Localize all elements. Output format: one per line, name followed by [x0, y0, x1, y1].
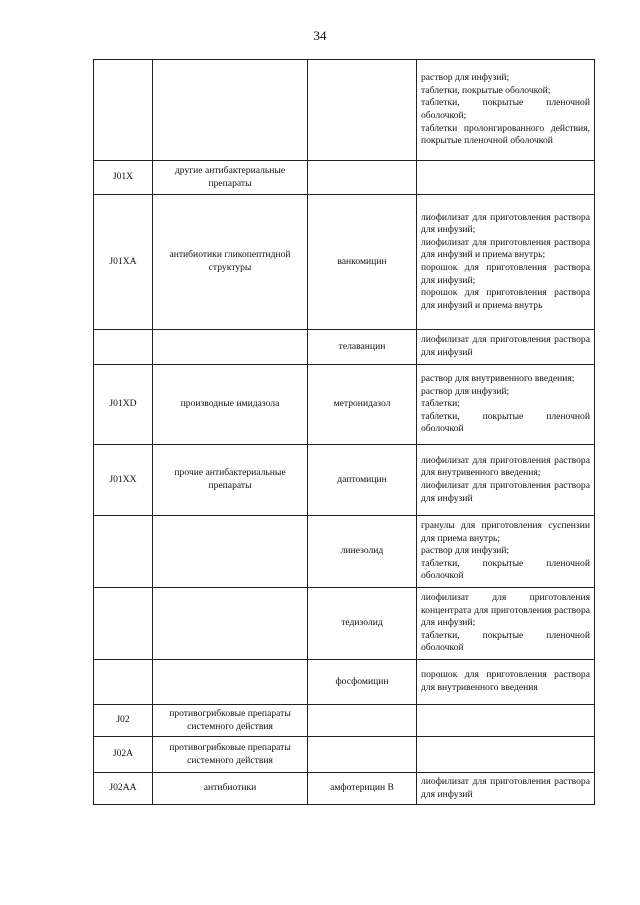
pharmacological-group-cell — [153, 60, 308, 161]
atc-code-cell: J01X — [94, 161, 153, 195]
dosage-form-item: таблетки, покрытые оболочкой; — [421, 84, 551, 96]
table-row — [94, 516, 595, 588]
atc-code-cell: J02 — [94, 705, 153, 737]
table-row — [94, 330, 595, 365]
drug-name-cell — [308, 737, 417, 773]
table-row — [94, 445, 595, 516]
atc-code-cell: J02AA — [94, 773, 153, 805]
table-row — [94, 773, 595, 805]
drug-name-cell: телаванцин — [308, 330, 417, 365]
table-row — [94, 195, 595, 330]
drug-name-cell — [308, 60, 417, 161]
table-row — [94, 705, 595, 737]
pharmacological-group-cell — [153, 588, 308, 660]
drug-table — [93, 59, 595, 805]
pharmacological-group-cell: другие антибактериальные препараты — [153, 161, 308, 195]
dosage-form-item: лиофилизат для приготовления раствора для инфузий; — [421, 211, 590, 236]
dosage-forms-cell — [417, 516, 595, 588]
atc-code-cell — [94, 330, 153, 365]
atc-code-cell — [94, 516, 153, 588]
drug-name-cell: амфотерицин В — [308, 773, 417, 805]
dosage-form-item: порошок для приготовления раствора для инфузий и приема внутрь — [421, 287, 590, 311]
dosage-form-item: лиофилизат для приготовления раствора для инфузий и приема внутрь; — [421, 236, 590, 261]
dosage-form-item: порошок для приготовления раствора для внутривенного введения — [421, 669, 590, 693]
dosage-form-item: лиофилизат для приготовления раствора для внутривенного введения; — [421, 454, 590, 479]
atc-code-cell — [94, 588, 153, 660]
page-number: 34 — [313, 28, 327, 43]
dosage-forms-cell — [417, 773, 595, 805]
dosage-forms-cell — [417, 330, 595, 365]
dosage-form-item: таблетки пролонгированного действия, покрытые пленочной оболочкой — [421, 122, 590, 147]
atc-code-cell: J01XX — [94, 445, 153, 516]
table-row — [94, 588, 595, 660]
atc-code-cell — [94, 660, 153, 705]
pharmacological-group-cell: антибиотики гликопептидной структуры — [153, 195, 308, 330]
dosage-forms-cell — [417, 445, 595, 516]
dosage-form-item: порошок для приготовления раствора для инфузий; — [421, 262, 590, 286]
dosage-form-item: таблетки, покрытые пленочной оболочкой — [421, 629, 590, 654]
pharmacological-group-cell: производные имидазола — [153, 365, 308, 445]
pharmacological-group-cell: противогрибковые препараты системного действия — [153, 737, 308, 773]
dosage-form-item: лиофилизат для приготовления раствора для инфузий — [421, 334, 590, 358]
atc-code-cell: J01XD — [94, 365, 153, 445]
pharmacological-group-cell: антибиотики — [153, 773, 308, 805]
dosage-form-item: таблетки, покрытые пленочной оболочкой — [421, 410, 590, 435]
dosage-form-item: таблетки; — [421, 398, 460, 410]
table-row — [94, 60, 595, 161]
drug-name-cell: тедизолид — [308, 588, 417, 660]
drug-name-cell: метронидазол — [308, 365, 417, 445]
pharmacological-group-cell — [153, 516, 308, 588]
dosage-forms-cell — [417, 660, 595, 705]
dosage-forms-cell — [417, 365, 595, 445]
pharmacological-group-cell — [153, 660, 308, 705]
dosage-form-item: лиофилизат для приготовления концентрата для приготовления раствора для инфузий; — [421, 592, 590, 629]
dosage-forms-cell — [417, 588, 595, 660]
table-body — [94, 60, 595, 805]
table-row — [94, 660, 595, 705]
dosage-form-item: лиофилизат для приготовления раствора для инфузий — [421, 480, 590, 504]
dosage-forms-cell — [417, 60, 595, 161]
dosage-form-item: раствор для инфузий; — [421, 545, 510, 557]
dosage-form-item: таблетки, покрытые пленочной оболочкой; — [421, 97, 590, 121]
pharmacological-group-cell: прочие антибактериальные препараты — [153, 445, 308, 516]
drug-name-cell: фосфомицин — [308, 660, 417, 705]
drug-name-cell: ванкомицин — [308, 195, 417, 330]
drug-name-cell — [308, 705, 417, 737]
drug-name-cell — [308, 161, 417, 195]
dosage-form-item: раствор для инфузий; — [421, 72, 510, 84]
atc-code-cell: J02A — [94, 737, 153, 773]
pharmacological-group-cell: противогрибковые препараты системного действия — [153, 705, 308, 737]
atc-code-cell: J01XA — [94, 195, 153, 330]
table-row — [94, 161, 595, 195]
pharmacological-group-cell — [153, 330, 308, 365]
dosage-forms-cell — [417, 195, 595, 330]
dosage-form-item: раствор для внутривенного введения; — [421, 373, 575, 385]
dosage-form-item: гранулы для приготовления суспензии для приема внутрь; — [421, 520, 590, 544]
drug-name-cell: даптомицин — [308, 445, 417, 516]
dosage-form-item: лиофилизат для приготовления раствора для инфузий — [421, 776, 590, 800]
dosage-forms-cell — [417, 161, 595, 195]
table-row — [94, 737, 595, 773]
dosage-forms-cell — [417, 705, 595, 737]
dosage-form-item: таблетки, покрытые пленочной оболочкой — [421, 557, 590, 582]
atc-code-cell — [94, 60, 153, 161]
table-row — [94, 365, 595, 445]
dosage-forms-cell — [417, 737, 595, 773]
dosage-form-item: раствор для инфузий; — [421, 385, 510, 397]
drug-name-cell: линезолид — [308, 516, 417, 588]
